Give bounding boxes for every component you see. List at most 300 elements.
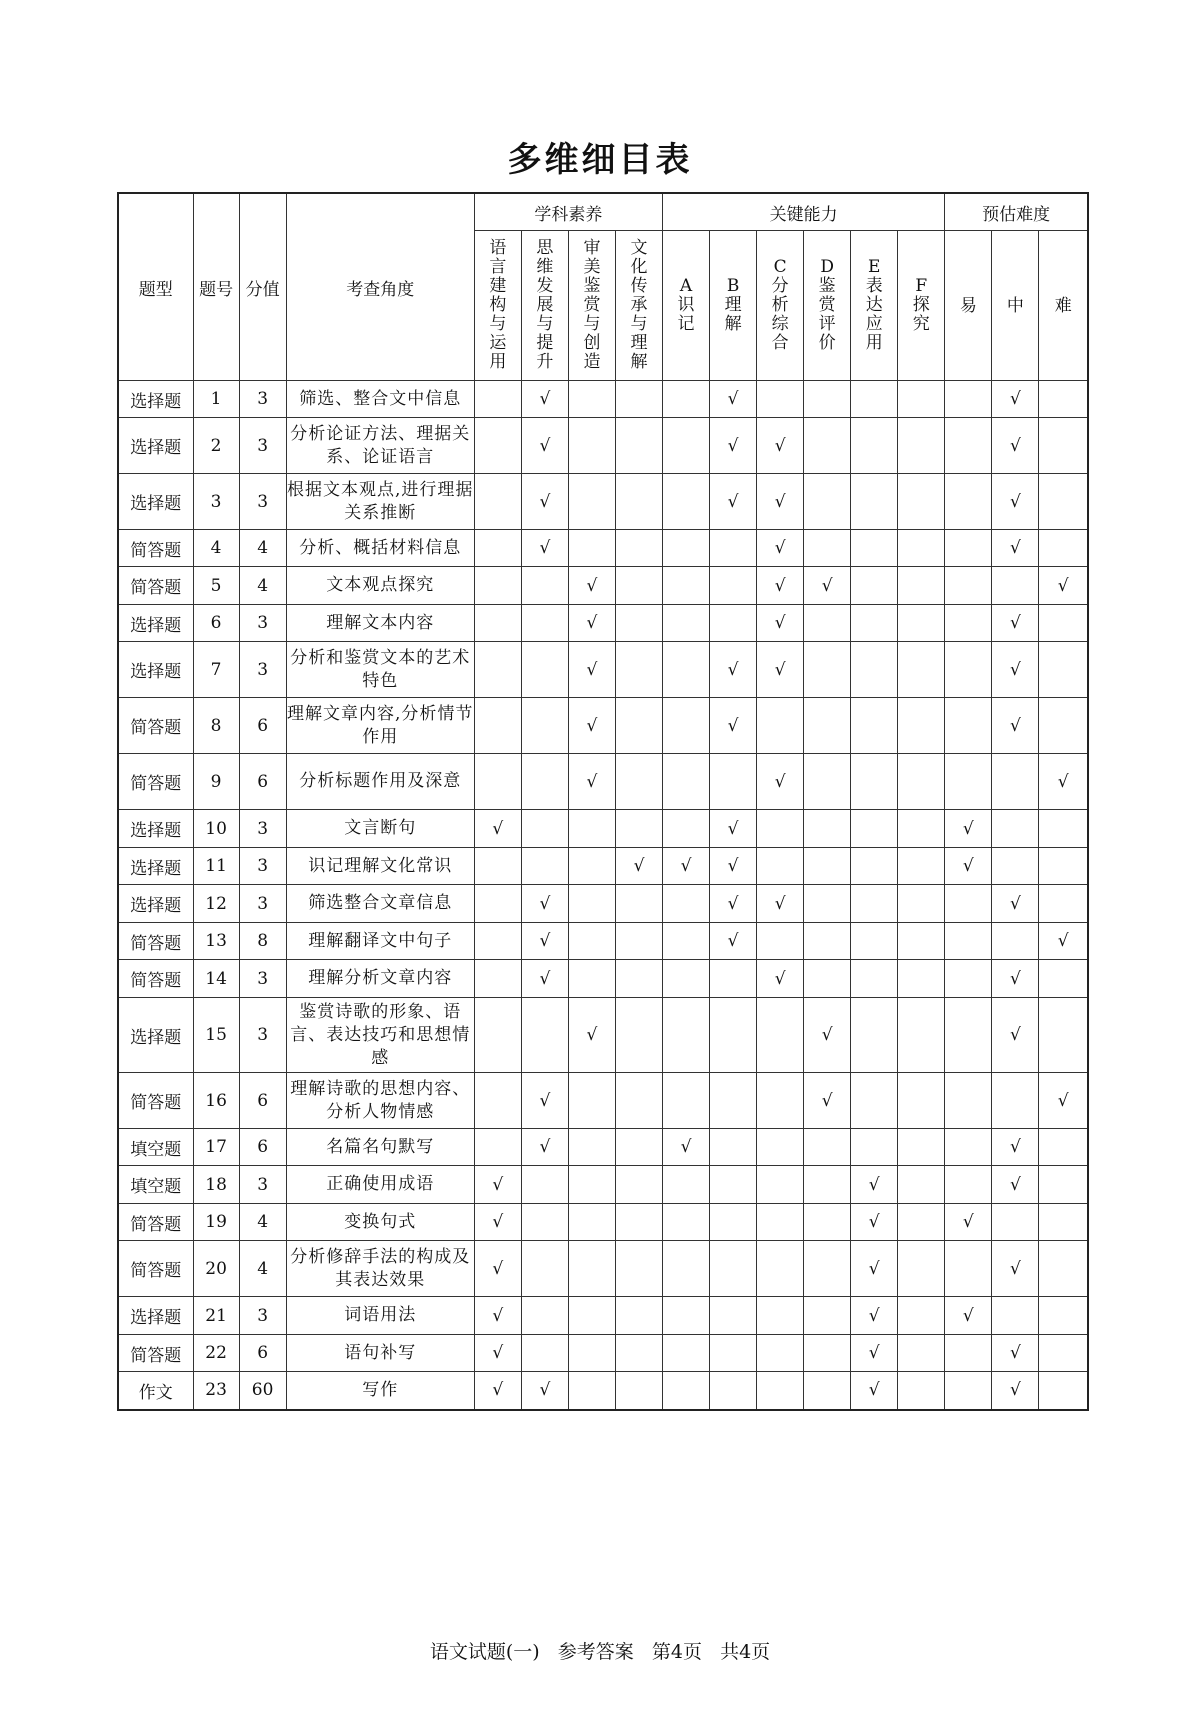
empty-cell (898, 1241, 945, 1297)
empty-cell (568, 923, 615, 960)
header-group-literacy: 学科素养 (474, 193, 662, 231)
check-mark: √ (474, 1204, 521, 1241)
table-row (118, 605, 1088, 642)
check-mark: √ (521, 923, 568, 960)
empty-cell (851, 698, 898, 754)
cell-angle: 鉴赏诗歌的形象、语言、表达技巧和思想情感 (286, 998, 474, 1073)
empty-cell (710, 1297, 757, 1335)
header-literacy-2: 审美鉴赏与创造 (568, 231, 615, 381)
cell-score: 6 (239, 1335, 286, 1372)
cell-score: 3 (239, 810, 286, 848)
empty-cell (757, 810, 804, 848)
cell-score: 3 (239, 605, 286, 642)
check-mark: √ (992, 605, 1039, 642)
check-mark: √ (710, 885, 757, 923)
cell-score: 3 (239, 642, 286, 698)
empty-cell (804, 1297, 851, 1335)
empty-cell (663, 998, 710, 1073)
empty-cell (521, 1166, 568, 1204)
check-mark: √ (992, 1129, 1039, 1166)
table-row (118, 1241, 1088, 1297)
empty-cell (615, 1297, 662, 1335)
empty-cell (663, 381, 710, 418)
check-mark: √ (945, 1204, 992, 1241)
empty-cell (945, 754, 992, 810)
check-mark: √ (521, 1129, 568, 1166)
empty-cell (521, 1335, 568, 1372)
empty-cell (851, 474, 898, 530)
cell-type: 简答题 (118, 567, 193, 605)
empty-cell (1039, 1204, 1088, 1241)
empty-cell (804, 1372, 851, 1410)
empty-cell (804, 698, 851, 754)
check-mark: √ (710, 810, 757, 848)
check-mark: √ (992, 1372, 1039, 1410)
cell-no: 2 (193, 418, 239, 474)
empty-cell (615, 810, 662, 848)
cell-type: 简答题 (118, 1335, 193, 1372)
empty-cell (945, 418, 992, 474)
cell-type: 简答题 (118, 530, 193, 567)
empty-cell (898, 1297, 945, 1335)
empty-cell (521, 848, 568, 885)
check-mark: √ (992, 1166, 1039, 1204)
header-ability-4: E表达应用 (851, 231, 898, 381)
empty-cell (945, 698, 992, 754)
empty-cell (898, 998, 945, 1073)
empty-cell (1039, 998, 1088, 1073)
empty-cell (851, 381, 898, 418)
check-mark: √ (992, 642, 1039, 698)
empty-cell (663, 1166, 710, 1204)
table-row (118, 1073, 1088, 1129)
empty-cell (568, 960, 615, 998)
header-group-ability: 关键能力 (663, 193, 945, 231)
empty-cell (851, 642, 898, 698)
empty-cell (898, 754, 945, 810)
header-difficulty-0: 易 (945, 231, 992, 381)
check-mark: √ (474, 1372, 521, 1410)
check-mark: √ (710, 418, 757, 474)
empty-cell (851, 810, 898, 848)
empty-cell (992, 1297, 1039, 1335)
check-mark: √ (663, 848, 710, 885)
empty-cell (1039, 530, 1088, 567)
cell-angle: 文本观点探究 (286, 567, 474, 605)
cell-score: 6 (239, 698, 286, 754)
header-ability-2: C分析综合 (757, 231, 804, 381)
empty-cell (663, 567, 710, 605)
check-mark: √ (757, 642, 804, 698)
empty-cell (710, 1335, 757, 1372)
check-mark: √ (757, 530, 804, 567)
empty-cell (898, 848, 945, 885)
empty-cell (615, 1372, 662, 1410)
cell-type: 填空题 (118, 1129, 193, 1166)
empty-cell (663, 1335, 710, 1372)
check-mark: √ (851, 1372, 898, 1410)
header-ability-0: A识记 (663, 231, 710, 381)
check-mark: √ (992, 698, 1039, 754)
table-row (118, 1204, 1088, 1241)
empty-cell (474, 567, 521, 605)
cell-no: 17 (193, 1129, 239, 1166)
check-mark: √ (851, 1335, 898, 1372)
empty-cell (615, 998, 662, 1073)
empty-cell (898, 960, 945, 998)
empty-cell (568, 1129, 615, 1166)
empty-cell (804, 1204, 851, 1241)
check-mark: √ (992, 885, 1039, 923)
empty-cell (474, 1129, 521, 1166)
cell-angle: 写作 (286, 1372, 474, 1410)
cell-angle: 变换句式 (286, 1204, 474, 1241)
empty-cell (945, 567, 992, 605)
check-mark: √ (757, 418, 804, 474)
check-mark: √ (757, 605, 804, 642)
empty-cell (1039, 1129, 1088, 1166)
empty-cell (663, 418, 710, 474)
check-mark: √ (945, 848, 992, 885)
empty-cell (568, 1297, 615, 1335)
empty-cell (757, 698, 804, 754)
empty-cell (615, 1166, 662, 1204)
empty-cell (568, 1166, 615, 1204)
check-mark: √ (663, 1129, 710, 1166)
empty-cell (757, 381, 804, 418)
cell-no: 23 (193, 1372, 239, 1410)
check-mark: √ (474, 1297, 521, 1335)
empty-cell (851, 1073, 898, 1129)
empty-cell (945, 642, 992, 698)
empty-cell (804, 754, 851, 810)
cell-no: 5 (193, 567, 239, 605)
cell-angle: 理解翻译文中句子 (286, 923, 474, 960)
empty-cell (757, 1372, 804, 1410)
empty-cell (804, 960, 851, 998)
page-title: 多维细目表 (507, 140, 693, 180)
empty-cell (898, 1073, 945, 1129)
cell-no: 22 (193, 1335, 239, 1372)
cell-type: 选择题 (118, 605, 193, 642)
cell-score: 4 (239, 1204, 286, 1241)
empty-cell (757, 1241, 804, 1297)
check-mark: √ (1039, 567, 1088, 605)
header-angle: 考查角度 (286, 193, 474, 381)
empty-cell (898, 530, 945, 567)
empty-cell (992, 848, 1039, 885)
empty-cell (804, 1166, 851, 1204)
empty-cell (804, 810, 851, 848)
empty-cell (851, 923, 898, 960)
empty-cell (945, 923, 992, 960)
check-mark: √ (992, 1241, 1039, 1297)
check-mark: √ (568, 567, 615, 605)
cell-angle: 分析标题作用及深意 (286, 754, 474, 810)
empty-cell (804, 923, 851, 960)
cell-no: 4 (193, 530, 239, 567)
cell-angle: 理解分析文章内容 (286, 960, 474, 998)
empty-cell (521, 567, 568, 605)
empty-cell (615, 698, 662, 754)
empty-cell (945, 998, 992, 1073)
check-mark: √ (568, 642, 615, 698)
empty-cell (898, 923, 945, 960)
empty-cell (898, 1372, 945, 1410)
empty-cell (1039, 1372, 1088, 1410)
table-row (118, 381, 1088, 418)
spec-table (117, 192, 1089, 1411)
header-difficulty-1: 中 (992, 231, 1039, 381)
empty-cell (615, 530, 662, 567)
empty-cell (992, 923, 1039, 960)
empty-cell (474, 754, 521, 810)
cell-type: 选择题 (118, 474, 193, 530)
header-literacy-1: 思维发展与提升 (521, 231, 568, 381)
empty-cell (992, 754, 1039, 810)
empty-cell (945, 381, 992, 418)
empty-cell (568, 1204, 615, 1241)
empty-cell (804, 605, 851, 642)
cell-no: 3 (193, 474, 239, 530)
cell-no: 19 (193, 1204, 239, 1241)
table-row (118, 1166, 1088, 1204)
cell-no: 11 (193, 848, 239, 885)
empty-cell (757, 1204, 804, 1241)
empty-cell (521, 605, 568, 642)
empty-cell (757, 923, 804, 960)
empty-cell (568, 1073, 615, 1129)
check-mark: √ (710, 381, 757, 418)
empty-cell (1039, 474, 1088, 530)
cell-no: 7 (193, 642, 239, 698)
empty-cell (568, 474, 615, 530)
table-row (118, 885, 1088, 923)
empty-cell (945, 474, 992, 530)
table-row (118, 923, 1088, 960)
check-mark: √ (992, 418, 1039, 474)
empty-cell (521, 1297, 568, 1335)
check-mark: √ (710, 474, 757, 530)
header-group-difficulty: 预估难度 (945, 193, 1088, 231)
cell-type: 简答题 (118, 1073, 193, 1129)
empty-cell (615, 381, 662, 418)
table-row (118, 1372, 1088, 1410)
cell-angle: 文言断句 (286, 810, 474, 848)
cell-type: 简答题 (118, 754, 193, 810)
empty-cell (804, 1335, 851, 1372)
check-mark: √ (568, 998, 615, 1073)
check-mark: √ (568, 754, 615, 810)
check-mark: √ (474, 810, 521, 848)
cell-type: 选择题 (118, 810, 193, 848)
table-row (118, 1129, 1088, 1166)
empty-cell (568, 1241, 615, 1297)
cell-angle: 词语用法 (286, 1297, 474, 1335)
empty-cell (992, 567, 1039, 605)
empty-cell (568, 530, 615, 567)
empty-cell (804, 642, 851, 698)
check-mark: √ (1039, 754, 1088, 810)
empty-cell (804, 885, 851, 923)
header-score: 分值 (239, 193, 286, 381)
empty-cell (521, 642, 568, 698)
empty-cell (851, 605, 898, 642)
header-ability-3: D鉴赏评价 (804, 231, 851, 381)
empty-cell (898, 605, 945, 642)
table-row (118, 810, 1088, 848)
check-mark: √ (945, 1297, 992, 1335)
cell-angle: 筛选整合文章信息 (286, 885, 474, 923)
table-row (118, 1335, 1088, 1372)
empty-cell (804, 530, 851, 567)
check-mark: √ (710, 923, 757, 960)
empty-cell (1039, 698, 1088, 754)
empty-cell (474, 698, 521, 754)
cell-type: 填空题 (118, 1166, 193, 1204)
empty-cell (474, 848, 521, 885)
cell-angle: 分析和鉴赏文本的艺术特色 (286, 642, 474, 698)
empty-cell (474, 642, 521, 698)
cell-score: 60 (239, 1372, 286, 1410)
empty-cell (757, 848, 804, 885)
cell-angle: 正确使用成语 (286, 1166, 474, 1204)
cell-no: 6 (193, 605, 239, 642)
check-mark: √ (521, 381, 568, 418)
empty-cell (474, 923, 521, 960)
empty-cell (615, 923, 662, 960)
check-mark: √ (474, 1335, 521, 1372)
header-literacy-3: 文化传承与理解 (615, 231, 662, 381)
empty-cell (615, 418, 662, 474)
check-mark: √ (992, 474, 1039, 530)
empty-cell (663, 605, 710, 642)
empty-cell (1039, 1297, 1088, 1335)
empty-cell (851, 567, 898, 605)
empty-cell (568, 1335, 615, 1372)
cell-score: 3 (239, 381, 286, 418)
cell-score: 3 (239, 960, 286, 998)
empty-cell (804, 474, 851, 530)
cell-angle: 理解诗歌的思想内容、分析人物情感 (286, 1073, 474, 1129)
check-mark: √ (992, 1335, 1039, 1372)
cell-score: 4 (239, 530, 286, 567)
cell-score: 6 (239, 754, 286, 810)
empty-cell (663, 1372, 710, 1410)
empty-cell (615, 474, 662, 530)
empty-cell (945, 1372, 992, 1410)
check-mark: √ (945, 810, 992, 848)
check-mark: √ (757, 474, 804, 530)
cell-type: 作文 (118, 1372, 193, 1410)
empty-cell (474, 998, 521, 1073)
empty-cell (851, 754, 898, 810)
empty-cell (851, 960, 898, 998)
cell-no: 12 (193, 885, 239, 923)
empty-cell (663, 1204, 710, 1241)
table-row (118, 998, 1088, 1073)
check-mark: √ (615, 848, 662, 885)
check-mark: √ (521, 530, 568, 567)
empty-cell (1039, 418, 1088, 474)
cell-angle: 分析论证方法、理据关系、论证语言 (286, 418, 474, 474)
empty-cell (663, 1073, 710, 1129)
table-row (118, 754, 1088, 810)
check-mark: √ (992, 530, 1039, 567)
cell-no: 18 (193, 1166, 239, 1204)
empty-cell (615, 1129, 662, 1166)
cell-type: 选择题 (118, 998, 193, 1073)
empty-cell (898, 810, 945, 848)
cell-angle: 筛选、整合文中信息 (286, 381, 474, 418)
cell-angle: 名篇名句默写 (286, 1129, 474, 1166)
empty-cell (1039, 1335, 1088, 1372)
empty-cell (898, 698, 945, 754)
check-mark: √ (851, 1241, 898, 1297)
cell-type: 选择题 (118, 848, 193, 885)
cell-type: 选择题 (118, 1297, 193, 1335)
table-header-group-row (118, 193, 1088, 231)
empty-cell (945, 885, 992, 923)
empty-cell (1039, 848, 1088, 885)
header-ability-5: F探究 (898, 231, 945, 381)
cell-score: 3 (239, 474, 286, 530)
empty-cell (615, 605, 662, 642)
empty-cell (521, 1204, 568, 1241)
empty-cell (1039, 1241, 1088, 1297)
check-mark: √ (851, 1166, 898, 1204)
cell-angle: 分析、概括材料信息 (286, 530, 474, 567)
empty-cell (474, 530, 521, 567)
cell-type: 简答题 (118, 960, 193, 998)
empty-cell (663, 810, 710, 848)
check-mark: √ (992, 381, 1039, 418)
empty-cell (663, 1241, 710, 1297)
empty-cell (945, 1335, 992, 1372)
check-mark: √ (568, 605, 615, 642)
empty-cell (945, 605, 992, 642)
cell-no: 1 (193, 381, 239, 418)
empty-cell (474, 1073, 521, 1129)
check-mark: √ (521, 418, 568, 474)
empty-cell (663, 642, 710, 698)
cell-angle: 语句补写 (286, 1335, 474, 1372)
cell-no: 20 (193, 1241, 239, 1297)
empty-cell (898, 381, 945, 418)
empty-cell (1039, 810, 1088, 848)
empty-cell (898, 1204, 945, 1241)
empty-cell (474, 960, 521, 998)
empty-cell (474, 885, 521, 923)
empty-cell (474, 474, 521, 530)
header-difficulty-2: 难 (1039, 231, 1088, 381)
cell-type: 选择题 (118, 885, 193, 923)
cell-score: 3 (239, 848, 286, 885)
check-mark: √ (1039, 923, 1088, 960)
empty-cell (663, 960, 710, 998)
empty-cell (757, 1073, 804, 1129)
empty-cell (615, 642, 662, 698)
cell-angle: 理解文本内容 (286, 605, 474, 642)
empty-cell (710, 605, 757, 642)
check-mark: √ (804, 998, 851, 1073)
cell-no: 16 (193, 1073, 239, 1129)
table-row (118, 474, 1088, 530)
header-no: 题号 (193, 193, 239, 381)
cell-type: 选择题 (118, 642, 193, 698)
empty-cell (804, 848, 851, 885)
empty-cell (568, 885, 615, 923)
